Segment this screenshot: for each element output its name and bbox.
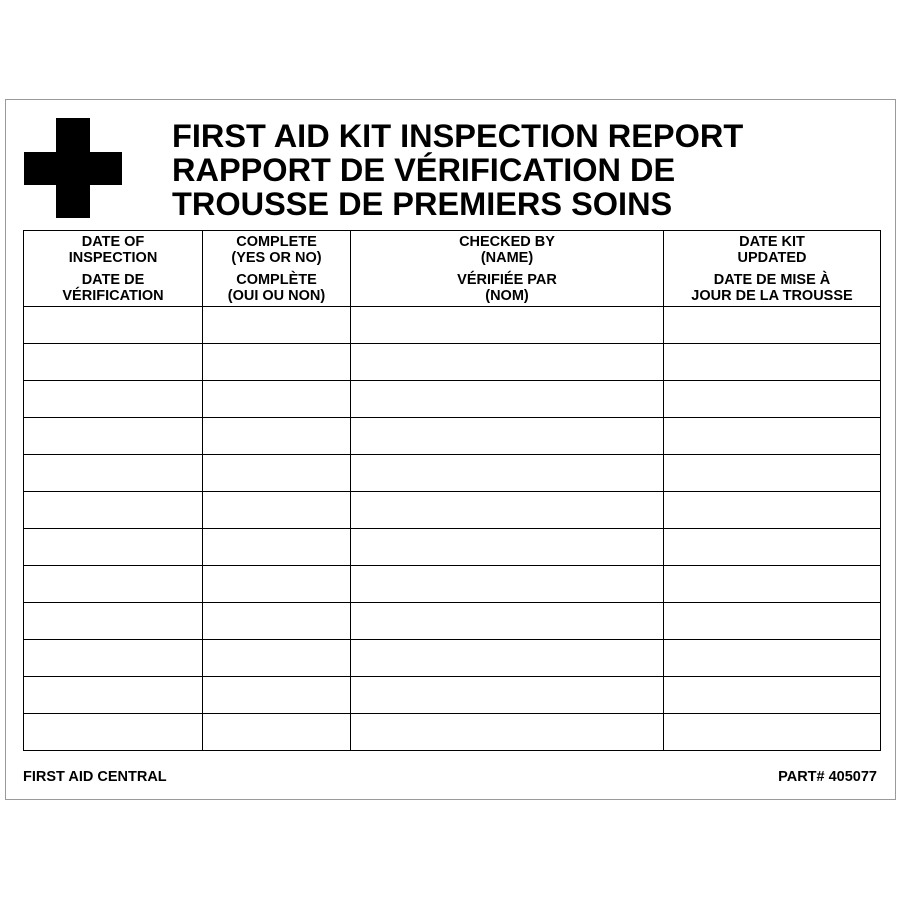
table-cell[interactable] — [664, 381, 881, 418]
table-row — [24, 381, 881, 418]
table-cell[interactable] — [351, 381, 664, 418]
table-cell[interactable] — [351, 603, 664, 640]
table-cell[interactable] — [24, 455, 203, 492]
title-line-french-2: TROUSSE DE PREMIERS SOINS — [172, 186, 673, 222]
title-line-french-1: RAPPORT DE VÉRIFICATION DE — [172, 152, 676, 188]
table-cell[interactable] — [203, 381, 351, 418]
table-row — [24, 344, 881, 381]
title-line-english: FIRST AID KIT INSPECTION REPORT — [172, 118, 744, 154]
table-cell[interactable] — [24, 529, 203, 566]
table-cell[interactable] — [664, 714, 881, 751]
table-cell[interactable] — [203, 566, 351, 603]
table-row — [24, 529, 881, 566]
table-cell[interactable] — [351, 529, 664, 566]
table-body — [24, 307, 881, 751]
table-cell[interactable] — [24, 677, 203, 714]
first-aid-cross-icon — [24, 118, 122, 218]
table-cell[interactable] — [664, 455, 881, 492]
table-cell[interactable] — [351, 418, 664, 455]
table-row — [24, 603, 881, 640]
table-cell[interactable] — [203, 307, 351, 344]
table-cell[interactable] — [664, 529, 881, 566]
table-cell[interactable] — [203, 714, 351, 751]
table-cell[interactable] — [203, 344, 351, 381]
table-cell[interactable] — [24, 714, 203, 751]
table-row — [24, 677, 881, 714]
table-cell[interactable] — [24, 640, 203, 677]
table-row — [24, 640, 881, 677]
table-cell[interactable] — [664, 418, 881, 455]
table-header-row — [24, 231, 881, 307]
table-cell[interactable] — [24, 603, 203, 640]
table-cell[interactable] — [24, 492, 203, 529]
header-complete: COMPLETE (YES OR NO) COMPLÈTE (OUI OU NON) — [203, 231, 351, 307]
table-cell[interactable] — [351, 455, 664, 492]
page-title — [172, 119, 743, 221]
inspection-log-table — [23, 230, 881, 751]
table-cell[interactable] — [24, 566, 203, 603]
table-row — [24, 492, 881, 529]
table-cell[interactable] — [351, 344, 664, 381]
table-cell[interactable] — [24, 307, 203, 344]
table-cell[interactable] — [203, 529, 351, 566]
table-cell[interactable] — [24, 418, 203, 455]
table-cell[interactable] — [351, 677, 664, 714]
table-row — [24, 714, 881, 751]
table-cell[interactable] — [203, 492, 351, 529]
table-cell[interactable] — [351, 492, 664, 529]
publisher-name: FIRST AID CENTRAL — [23, 769, 167, 785]
table-cell[interactable] — [351, 714, 664, 751]
table-cell[interactable] — [351, 566, 664, 603]
table-cell[interactable] — [664, 492, 881, 529]
table-cell[interactable] — [664, 344, 881, 381]
table-cell[interactable] — [24, 381, 203, 418]
table-cell[interactable] — [664, 307, 881, 344]
table-cell[interactable] — [351, 640, 664, 677]
table-cell[interactable] — [664, 640, 881, 677]
table-row — [24, 307, 881, 344]
table-row — [24, 455, 881, 492]
table-cell[interactable] — [203, 677, 351, 714]
table-cell[interactable] — [203, 455, 351, 492]
table-cell[interactable] — [203, 418, 351, 455]
table-cell[interactable] — [664, 566, 881, 603]
header-date-kit-updated: DATE KIT UPDATED DATE DE MISE À JOUR DE LA TROUSSE — [664, 231, 881, 307]
table-cell[interactable] — [203, 640, 351, 677]
table-cell[interactable] — [24, 344, 203, 381]
table-row — [24, 566, 881, 603]
header-date-of-inspection: DATE OF INSPECTION DATE DE VÉRIFICATION — [24, 231, 203, 307]
table-cell[interactable] — [664, 677, 881, 714]
inspection-report-sheet — [5, 99, 896, 800]
table-cell[interactable] — [203, 603, 351, 640]
table-row — [24, 418, 881, 455]
part-number: PART# 405077 — [778, 769, 877, 785]
header-checked-by: CHECKED BY (NAME) VÉRIFIÉE PAR (NOM) — [351, 231, 664, 307]
table-cell[interactable] — [351, 307, 664, 344]
table-cell[interactable] — [664, 603, 881, 640]
